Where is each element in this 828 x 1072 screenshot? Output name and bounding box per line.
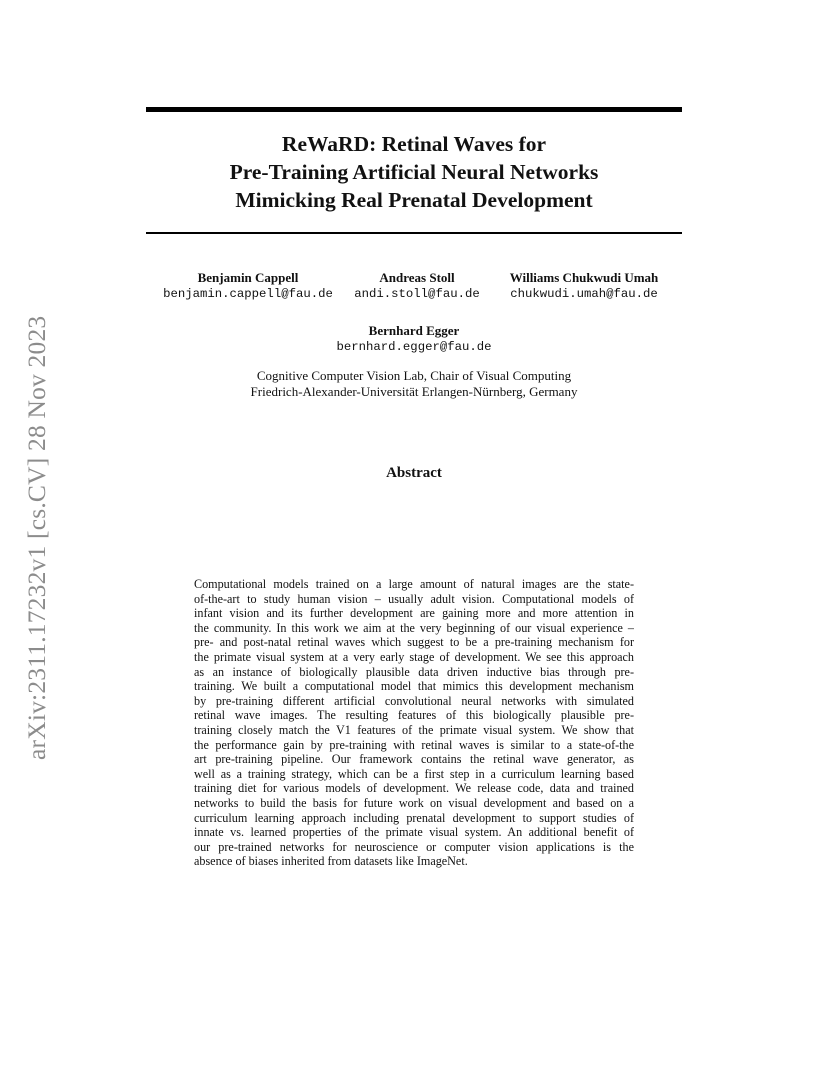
abstract-line: training. We built a computational model that mimics this development mechanism — [194, 679, 634, 694]
author-email: benjamin.cappell@fau.de — [163, 287, 333, 301]
affiliation-line: Friedrich-Alexander-Universität Erlangen-Nürnberg, Germany — [250, 383, 578, 399]
abstract-line: networks to build the basis for future work on visual development and based on a — [194, 795, 634, 810]
title-line: Pre-Training Artificial Neural Networks — [229, 160, 599, 184]
abstract-line: innate vs. learned properties of the primate visual system. An additional benefit of — [194, 825, 634, 840]
abstract-line: pre- and post-natal retinal waves which suggest to be a pre-training mechanism for — [194, 635, 634, 650]
affiliation-line: Cognitive Computer Vision Lab, Chair of Visual Computing — [256, 368, 572, 383]
author-block — [160, 270, 336, 302]
title-bottom-rule — [146, 232, 682, 234]
author-block — [500, 270, 668, 302]
author-name: Andreas Stoll — [379, 270, 455, 285]
arxiv-identifier: arXiv:2311.17232v1 [cs.CV] 28 Nov 2023 — [22, 315, 51, 760]
abstract-line: Computational models trained on a large amount of natural images are the state- — [194, 577, 634, 591]
abstract-line: art pre-training pipeline. Our framework contains the retinal wave generator, as — [194, 752, 634, 767]
abstract-line: absence of biases inherited from datasets like ImageNet. — [194, 854, 468, 869]
author-name: Williams Chukwudi Umah — [509, 270, 659, 285]
affiliation — [146, 368, 682, 399]
author-email: chukwudi.umah@fau.de — [510, 287, 658, 301]
abstract-line: the community. In this work we aim at the very beginning of our visual experience – — [194, 620, 634, 635]
author-email: andi.stoll@fau.de — [354, 287, 480, 301]
abstract-text — [194, 577, 634, 869]
abstract-line: the primate visual system at a very early stage of development. We see this approach — [194, 649, 634, 664]
abstract-line: our pre-trained networks for neuroscience or computer vision applications is the — [194, 839, 634, 854]
paper-title — [146, 130, 682, 214]
author-name: Benjamin Cappell — [197, 270, 299, 285]
abstract-line: of-the-art to study human vision – usually adult vision. Computational models of — [194, 591, 634, 606]
abstract-line: training diet for various models of development. We release code, data and trained — [194, 781, 634, 796]
abstract-line: retinal wave images. The resulting features of this biologically plausible pre- — [194, 708, 634, 723]
author-block — [334, 323, 494, 355]
author-email: bernhard.egger@fau.de — [336, 340, 492, 354]
abstract-line: training closely match the V1 features of the primate visual system. We show that — [194, 722, 634, 737]
abstract-line: the performance gain by pre-training with retinal waves is similar to a state-of-the — [194, 737, 634, 752]
title-line: ReWaRD: Retinal Waves for — [281, 132, 547, 156]
abstract-heading: Abstract — [386, 465, 442, 481]
title-top-rule — [146, 107, 682, 112]
abstract-line: as an instance of biologically plausible data driven inductive bias through pre- — [194, 664, 634, 679]
abstract-line: infant vision and its further development are gaining more and more attention in — [194, 606, 634, 621]
author-name: Bernhard Egger — [368, 323, 460, 338]
author-block — [352, 270, 482, 302]
title-line: Mimicking Real Prenatal Development — [235, 188, 593, 212]
abstract-line: curriculum learning approach including prenatal development to support studies of — [194, 810, 634, 825]
abstract-line: by pre-training different artificial convolutional neural networks with simulated — [194, 693, 634, 708]
abstract-line: well as a training strategy, which can be a first step in a curriculum learning based — [194, 766, 634, 781]
